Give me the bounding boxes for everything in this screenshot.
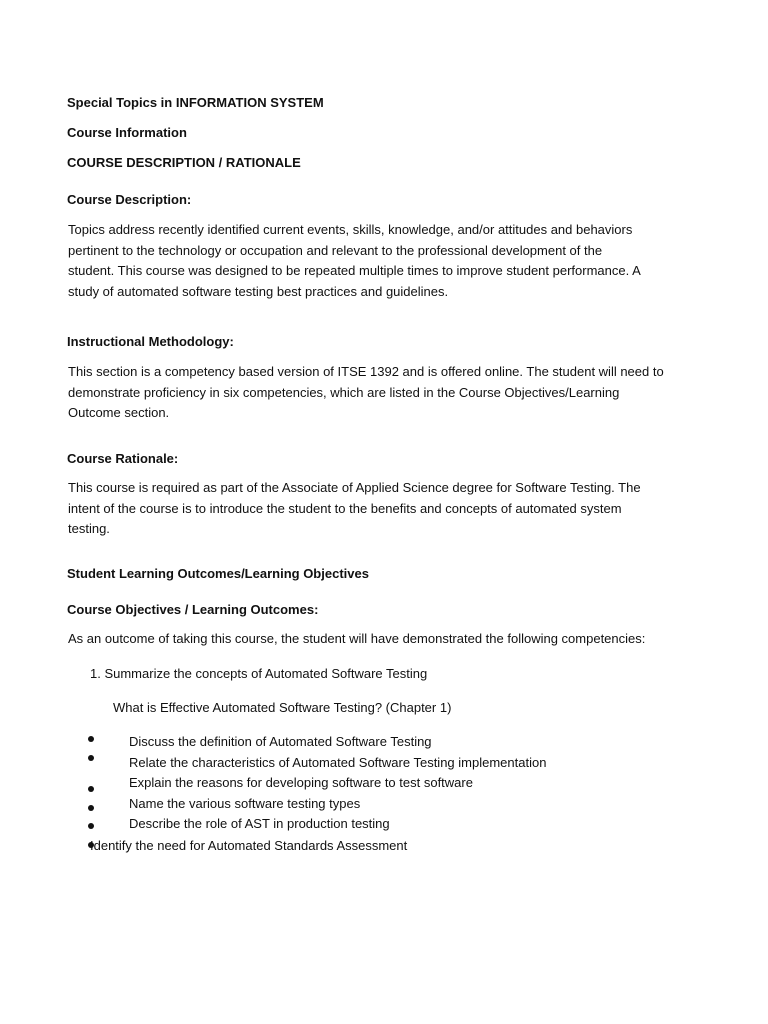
trailing-item: Identify the need for Automated Standards Assessment xyxy=(90,838,408,853)
course-description-heading: Course Description: xyxy=(67,192,192,207)
competencies-intro: As an outcome of taking this course, the student will have demonstrated the following competencies: xyxy=(68,631,646,646)
chapter-subheading: What is Effective Automated Software Testing? (Chapter 1) xyxy=(113,700,452,715)
instructional-methodology-heading: Instructional Methodology: xyxy=(67,334,234,349)
bullet-icon xyxy=(88,823,94,829)
bullet-icon xyxy=(88,736,94,742)
paragraph-line: pertinent to the technology or occupation and relevant to the professional development of the xyxy=(68,242,603,258)
list-item-text: Explain the reasons for developing software to test software xyxy=(129,775,473,791)
student-learning-outcomes-heading: Student Learning Outcomes/Learning Objectives xyxy=(67,566,369,581)
bullet-icon xyxy=(88,755,94,761)
paragraph-line: Outcome section. xyxy=(68,405,170,420)
bullet-icon xyxy=(88,805,94,811)
list-item-text: Name the various software testing types xyxy=(129,795,361,811)
list-item xyxy=(88,816,546,837)
paragraph-line: intent of the course is to introduce the student to the benefits and concepts of automated system xyxy=(68,500,622,516)
list-item xyxy=(88,775,546,796)
course-information-heading: Course Information xyxy=(67,125,187,140)
paragraph-line: student. This course was designed to be repeated multiple times to improve student performance. A xyxy=(68,263,641,278)
list-item xyxy=(88,796,546,817)
paragraph-line: This course is required as part of the Associate of Applied Science degree for Software Testing. The xyxy=(68,480,641,495)
list-item xyxy=(88,734,546,755)
document-title: Special Topics in INFORMATION SYSTEM xyxy=(67,95,324,110)
list-item-text: Discuss the definition of Automated Software Testing xyxy=(129,734,432,749)
numbered-item-1: 1. Summarize the concepts of Automated Software Testing xyxy=(90,666,428,681)
course-description-rationale-heading: COURSE DESCRIPTION / RATIONALE xyxy=(67,155,301,170)
course-objectives-heading: Course Objectives / Learning Outcomes: xyxy=(67,602,319,617)
list-item xyxy=(88,755,546,776)
paragraph-line: demonstrate proficiency in six competencies, which are listed in the Course Objectives/Learning xyxy=(68,384,620,400)
paragraph-line: study of automated software testing best practices and guidelines. xyxy=(68,283,449,299)
paragraph-line: Topics address recently identified current events, skills, knowledge, and/or attitudes and behaviors xyxy=(68,222,633,237)
instructional-methodology-paragraph xyxy=(68,362,698,424)
paragraph-line: testing. xyxy=(68,521,110,536)
course-rationale-paragraph xyxy=(68,478,698,540)
bullet-icon xyxy=(88,786,94,792)
course-rationale-heading: Course Rationale: xyxy=(67,451,179,466)
list-item-text: Relate the characteristics of Automated Software Testing implementation xyxy=(129,754,547,770)
list-item-text: Describe the role of AST in production testing xyxy=(129,816,390,832)
course-description-paragraph xyxy=(68,220,698,302)
paragraph-line: This section is a competency based version of ITSE 1392 and is offered online. The student will need to xyxy=(68,364,664,379)
